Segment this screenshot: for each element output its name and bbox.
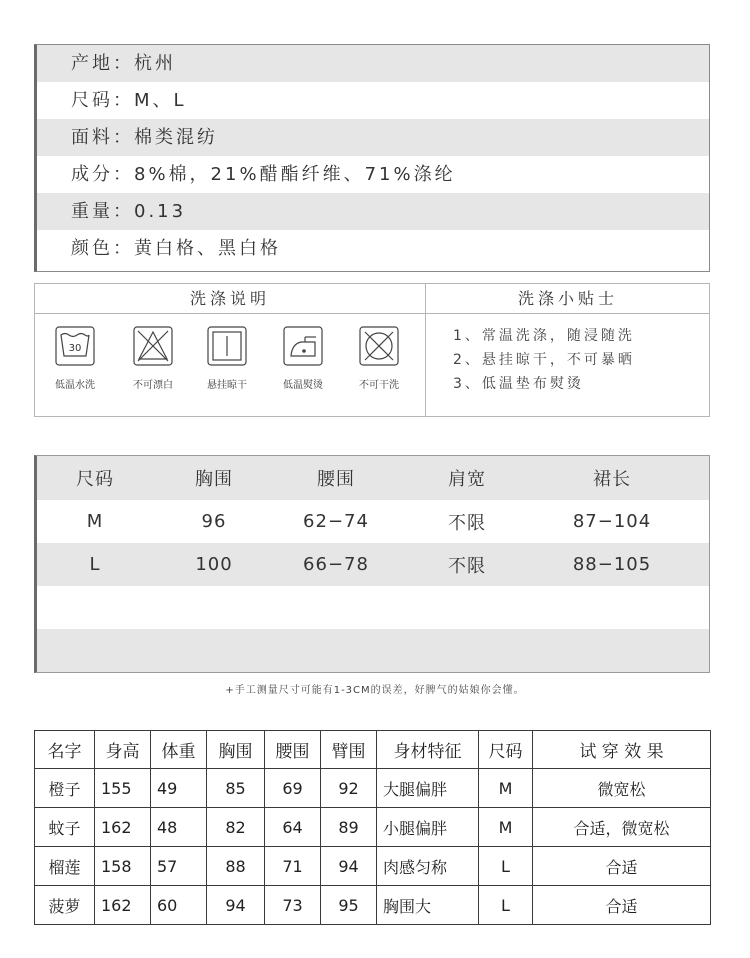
weight-cell: 57 xyxy=(151,847,207,886)
info-label: 重量： xyxy=(71,201,134,222)
svg-text:30: 30 xyxy=(68,343,82,354)
size-cell: 66−78 xyxy=(303,554,369,575)
figure-cell: 大腿偏胖 xyxy=(377,769,479,808)
hang-dry-icon xyxy=(207,326,247,366)
no-bleach-icon xyxy=(133,326,173,366)
header-cell: 肩宽 xyxy=(448,469,486,490)
size-cell: 96 xyxy=(201,511,227,532)
tip-item: 3、低温垫布熨烫 xyxy=(453,376,584,392)
washing-header xyxy=(35,284,709,314)
info-row-weight xyxy=(37,193,709,230)
washing-panel xyxy=(34,283,710,417)
fit-effect-cell: 合适，微宽松 xyxy=(533,808,711,847)
weight-cell: 60 xyxy=(151,886,207,925)
size-cell: 87−104 xyxy=(572,511,652,532)
header-cell: 身材特征 xyxy=(377,731,479,769)
washing-tips-title: 洗涤小贴士 xyxy=(517,289,618,308)
size-row xyxy=(37,500,709,543)
info-label: 尺码： xyxy=(71,90,134,111)
weight-cell: 49 xyxy=(151,769,207,808)
no-dry-clean-icon xyxy=(359,326,399,366)
wash-icon-item xyxy=(39,326,111,391)
tip-item: 1、常温洗涤，随浸随洗 xyxy=(453,328,635,344)
product-info-panel xyxy=(34,44,710,272)
arm-cell: 95 xyxy=(321,886,377,925)
size-cell: L xyxy=(479,886,533,925)
weight-cell: 48 xyxy=(151,808,207,847)
table-row xyxy=(35,769,711,808)
height-cell: 155 xyxy=(95,769,151,808)
info-value: 杭州 xyxy=(134,53,176,74)
size-row xyxy=(37,543,709,586)
wash-icon-label: 不可干洗 xyxy=(359,380,399,391)
wash-icon-item xyxy=(191,326,263,391)
size-cell: 88−105 xyxy=(572,554,652,575)
wash-icon-label: 低温水洗 xyxy=(55,380,95,391)
info-row-fabric xyxy=(37,119,709,156)
bust-cell: 88 xyxy=(207,847,265,886)
height-cell: 158 xyxy=(95,847,151,886)
size-row-empty xyxy=(37,586,709,629)
size-cell: L xyxy=(89,554,101,575)
wash-icon-label: 不可漂白 xyxy=(133,380,173,391)
size-cell: M xyxy=(86,511,104,532)
fit-effect-cell: 合适 xyxy=(533,886,711,925)
header-cell: 尺码 xyxy=(479,731,533,769)
washing-tips xyxy=(453,324,635,396)
info-value: 棉类混纺 xyxy=(134,127,218,148)
name-cell: 榴莲 xyxy=(35,847,95,886)
height-cell: 162 xyxy=(95,886,151,925)
wash-icon-label: 悬挂晾干 xyxy=(207,380,247,391)
wash-30-icon xyxy=(55,326,95,366)
divider xyxy=(425,284,426,416)
info-label: 面料： xyxy=(71,127,134,148)
waist-cell: 69 xyxy=(265,769,321,808)
wash-icon-item xyxy=(343,326,415,391)
size-table-header xyxy=(37,456,709,500)
size-cell: M xyxy=(479,769,533,808)
header-cell: 裙长 xyxy=(593,469,631,490)
header-cell: 腰围 xyxy=(317,469,355,490)
header-cell: 胸围 xyxy=(195,469,233,490)
info-label: 产地： xyxy=(71,53,134,74)
wash-icon-label: 低温熨烫 xyxy=(283,380,323,391)
fit-table xyxy=(34,730,711,925)
size-cell: 100 xyxy=(195,554,233,575)
size-table xyxy=(34,455,710,673)
size-cell: M xyxy=(479,808,533,847)
header-cell: 名字 xyxy=(35,731,95,769)
figure-cell: 小腿偏胖 xyxy=(377,808,479,847)
name-cell: 菠萝 xyxy=(35,886,95,925)
tip-item: 2、悬挂晾干，不可暴晒 xyxy=(453,352,635,368)
name-cell: 橙子 xyxy=(35,769,95,808)
table-row xyxy=(35,886,711,925)
wash-icon-item xyxy=(117,326,189,391)
header-cell: 体重 xyxy=(151,731,207,769)
name-cell: 蚊子 xyxy=(35,808,95,847)
size-cell: L xyxy=(479,847,533,886)
info-row-origin xyxy=(37,45,709,82)
arm-cell: 89 xyxy=(321,808,377,847)
info-row-size xyxy=(37,82,709,119)
fit-effect-cell: 微宽松 xyxy=(533,769,711,808)
info-value: 8%棉，21%醋酯纤维、71%涤纶 xyxy=(134,164,456,185)
info-value: M、L xyxy=(134,90,187,111)
arm-cell: 92 xyxy=(321,769,377,808)
info-label: 成分： xyxy=(71,164,134,185)
info-row-composition xyxy=(37,156,709,193)
size-cell: 62−74 xyxy=(303,511,369,532)
header-cell: 胸围 xyxy=(207,731,265,769)
fit-effect-cell: 合适 xyxy=(533,847,711,886)
header-cell: 尺码 xyxy=(76,469,114,490)
bust-cell: 85 xyxy=(207,769,265,808)
info-label: 颜色： xyxy=(71,238,134,259)
header-cell: 腰围 xyxy=(265,731,321,769)
info-row-color xyxy=(37,230,709,267)
low-iron-icon xyxy=(283,326,323,366)
header-cell: 身高 xyxy=(95,731,151,769)
waist-cell: 73 xyxy=(265,886,321,925)
header-cell: 试 穿 效 果 xyxy=(533,731,711,769)
table-row xyxy=(35,808,711,847)
bust-cell: 94 xyxy=(207,886,265,925)
table-row xyxy=(35,847,711,886)
waist-cell: 71 xyxy=(265,847,321,886)
arm-cell: 94 xyxy=(321,847,377,886)
height-cell: 162 xyxy=(95,808,151,847)
info-value: 黄白格、黑白格 xyxy=(134,238,281,259)
figure-cell: 胸围大 xyxy=(377,886,479,925)
waist-cell: 64 xyxy=(265,808,321,847)
measurement-note: +手工测量尺寸可能有1-3CM的误差，好脾气的姑娘你会懂。 xyxy=(225,685,525,696)
bust-cell: 82 xyxy=(207,808,265,847)
wash-icon-item xyxy=(267,326,339,391)
figure-cell: 肉感匀称 xyxy=(377,847,479,886)
size-cell: 不限 xyxy=(448,555,486,577)
fit-table-header xyxy=(35,731,711,769)
washing-instructions-title: 洗涤说明 xyxy=(189,289,270,308)
header-cell: 臂围 xyxy=(321,731,377,769)
size-cell: 不限 xyxy=(448,512,486,534)
size-row-empty xyxy=(37,629,709,672)
info-value: 0.13 xyxy=(134,201,187,222)
